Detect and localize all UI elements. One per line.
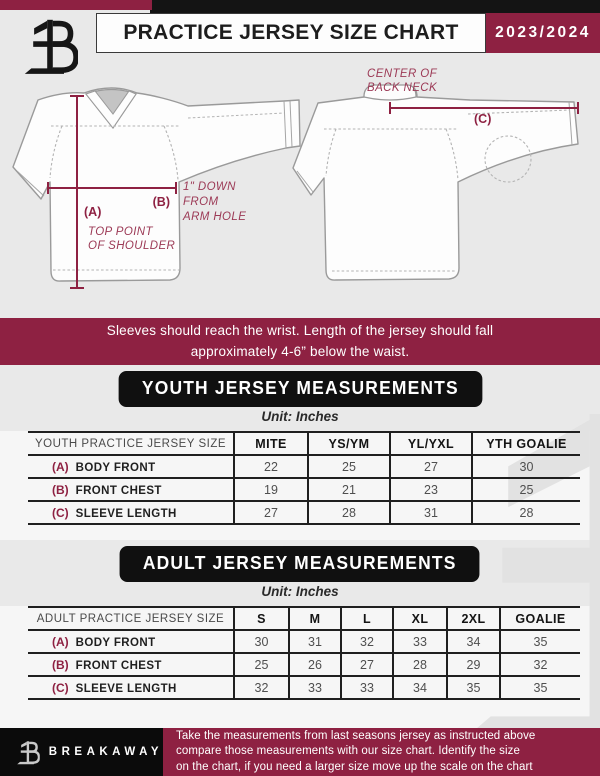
label-b-line1: 1" DOWN	[183, 181, 236, 193]
cell-value: 28	[308, 501, 390, 524]
tables-section	[0, 365, 600, 728]
cell-value: 22	[234, 455, 308, 478]
cell-value: 31	[390, 501, 472, 524]
cell-value: 35	[500, 676, 580, 699]
footer-brand-block	[0, 728, 163, 776]
footer-note-line2: compare those measurements with our size chart. Identify the size	[176, 745, 520, 758]
label-a-line1: TOP POINT	[88, 226, 153, 238]
row-key: (B)	[52, 482, 69, 497]
cell-value: 19	[234, 478, 308, 501]
youth-col-header: YOUTH PRACTICE JERSEY SIZE	[28, 432, 234, 455]
back-jersey-diagram	[293, 85, 578, 280]
cell-value: 32	[341, 630, 393, 653]
adult-col-header: ADULT PRACTICE JERSEY SIZE	[28, 607, 234, 630]
cell-value: 23	[390, 478, 472, 501]
row-key: (A)	[52, 634, 69, 649]
row-key: (A)	[52, 459, 69, 474]
label-b-line3: ARM HOLE	[183, 211, 247, 223]
label-c-line1: CENTER OF	[367, 68, 438, 80]
adult-size-table	[28, 606, 580, 700]
cell-value: 25	[308, 455, 390, 478]
table-row	[28, 653, 580, 676]
adult-header-row	[28, 607, 580, 630]
label-b-line2: FROM	[183, 196, 219, 208]
row-key: (C)	[52, 505, 69, 520]
banner-line2: approximately 4-6” below the waist.	[190, 343, 410, 359]
cell-value: 35	[500, 630, 580, 653]
top-strip-black	[150, 0, 600, 13]
footer-note	[163, 728, 600, 776]
adult-unit-label: Unit: Inches	[261, 584, 339, 599]
row-key: (C)	[52, 680, 69, 695]
label-a: (A)	[84, 205, 102, 219]
adult-size-m: M	[289, 607, 341, 630]
cell-value: 35	[447, 676, 500, 699]
row-label: SLEEVE LENGTH	[75, 507, 177, 520]
adult-size-2xl: 2XL	[447, 607, 500, 630]
cell-value: 27	[234, 501, 308, 524]
cell-value: 33	[289, 676, 341, 699]
cell-value: 28	[472, 501, 580, 524]
breakaway-logo-icon-footer	[16, 739, 40, 765]
cell-value: 25	[472, 478, 580, 501]
cell-value: 21	[308, 478, 390, 501]
cell-value: 30	[234, 630, 289, 653]
brand-name: BREAKAWAY	[48, 746, 163, 758]
youth-header-row	[28, 432, 580, 455]
row-label: FRONT CHEST	[75, 659, 162, 672]
cell-value: 27	[390, 455, 472, 478]
page-title: PRACTICE JERSEY SIZE CHART	[96, 13, 486, 53]
adult-size-xl: XL	[393, 607, 447, 630]
label-c-line2: BACK NECK	[367, 82, 438, 94]
banner-line1: Sleeves should reach the wrist. Length of the jersey should fall	[106, 323, 494, 339]
breakaway-logo-icon	[22, 15, 78, 75]
cell-value: 32	[234, 676, 289, 699]
footer-note-line3: on the chart, if you need a larger size move up the scale on the chart	[176, 760, 533, 773]
row-label: FRONT CHEST	[75, 484, 162, 497]
cell-value: 34	[393, 676, 447, 699]
cell-value: 33	[341, 676, 393, 699]
table-row	[28, 478, 580, 501]
row-label: BODY FRONT	[75, 461, 156, 474]
season-badge: 2023/2024	[486, 13, 600, 53]
adult-section-title: ADULT JERSEY MEASUREMENTS	[120, 546, 480, 582]
cell-value: 27	[341, 653, 393, 676]
youth-size-mite: MITE	[234, 432, 308, 455]
youth-size-ysym: YS/YM	[308, 432, 390, 455]
label-c: (C)	[474, 112, 492, 126]
row-key: (B)	[52, 657, 69, 672]
cell-value: 25	[234, 653, 289, 676]
cell-value: 34	[447, 630, 500, 653]
footer-note-line1: Take the measurements from last seasons jersey as instructed above	[176, 730, 536, 743]
jersey-diagram	[0, 56, 600, 318]
adult-size-s: S	[234, 607, 289, 630]
cell-value: 29	[447, 653, 500, 676]
adult-size-l: L	[341, 607, 393, 630]
cell-value: 31	[289, 630, 341, 653]
youth-section-title: YOUTH JERSEY MEASUREMENTS	[118, 371, 481, 407]
youth-size-table	[28, 431, 580, 525]
youth-unit-label: Unit: Inches	[261, 409, 339, 424]
cell-value: 26	[289, 653, 341, 676]
youth-size-ylyxl: YL/YXL	[390, 432, 472, 455]
row-label: BODY FRONT	[75, 636, 156, 649]
adult-size-goalie: GOALIE	[500, 607, 580, 630]
fit-instruction-banner	[0, 318, 600, 365]
top-strip-maroon	[0, 0, 152, 10]
cell-value: 28	[393, 653, 447, 676]
table-row	[28, 676, 580, 699]
front-jersey-diagram	[13, 88, 300, 281]
table-row	[28, 455, 580, 478]
row-label: SLEEVE LENGTH	[75, 682, 177, 695]
youth-size-goalie: YTH GOALIE	[472, 432, 580, 455]
cell-value: 33	[393, 630, 447, 653]
label-b: (B)	[152, 195, 170, 209]
label-a-line2: OF SHOULDER	[88, 240, 176, 252]
table-row	[28, 501, 580, 524]
cell-value: 32	[500, 653, 580, 676]
footer	[0, 728, 600, 776]
table-row	[28, 630, 580, 653]
cell-value: 30	[472, 455, 580, 478]
